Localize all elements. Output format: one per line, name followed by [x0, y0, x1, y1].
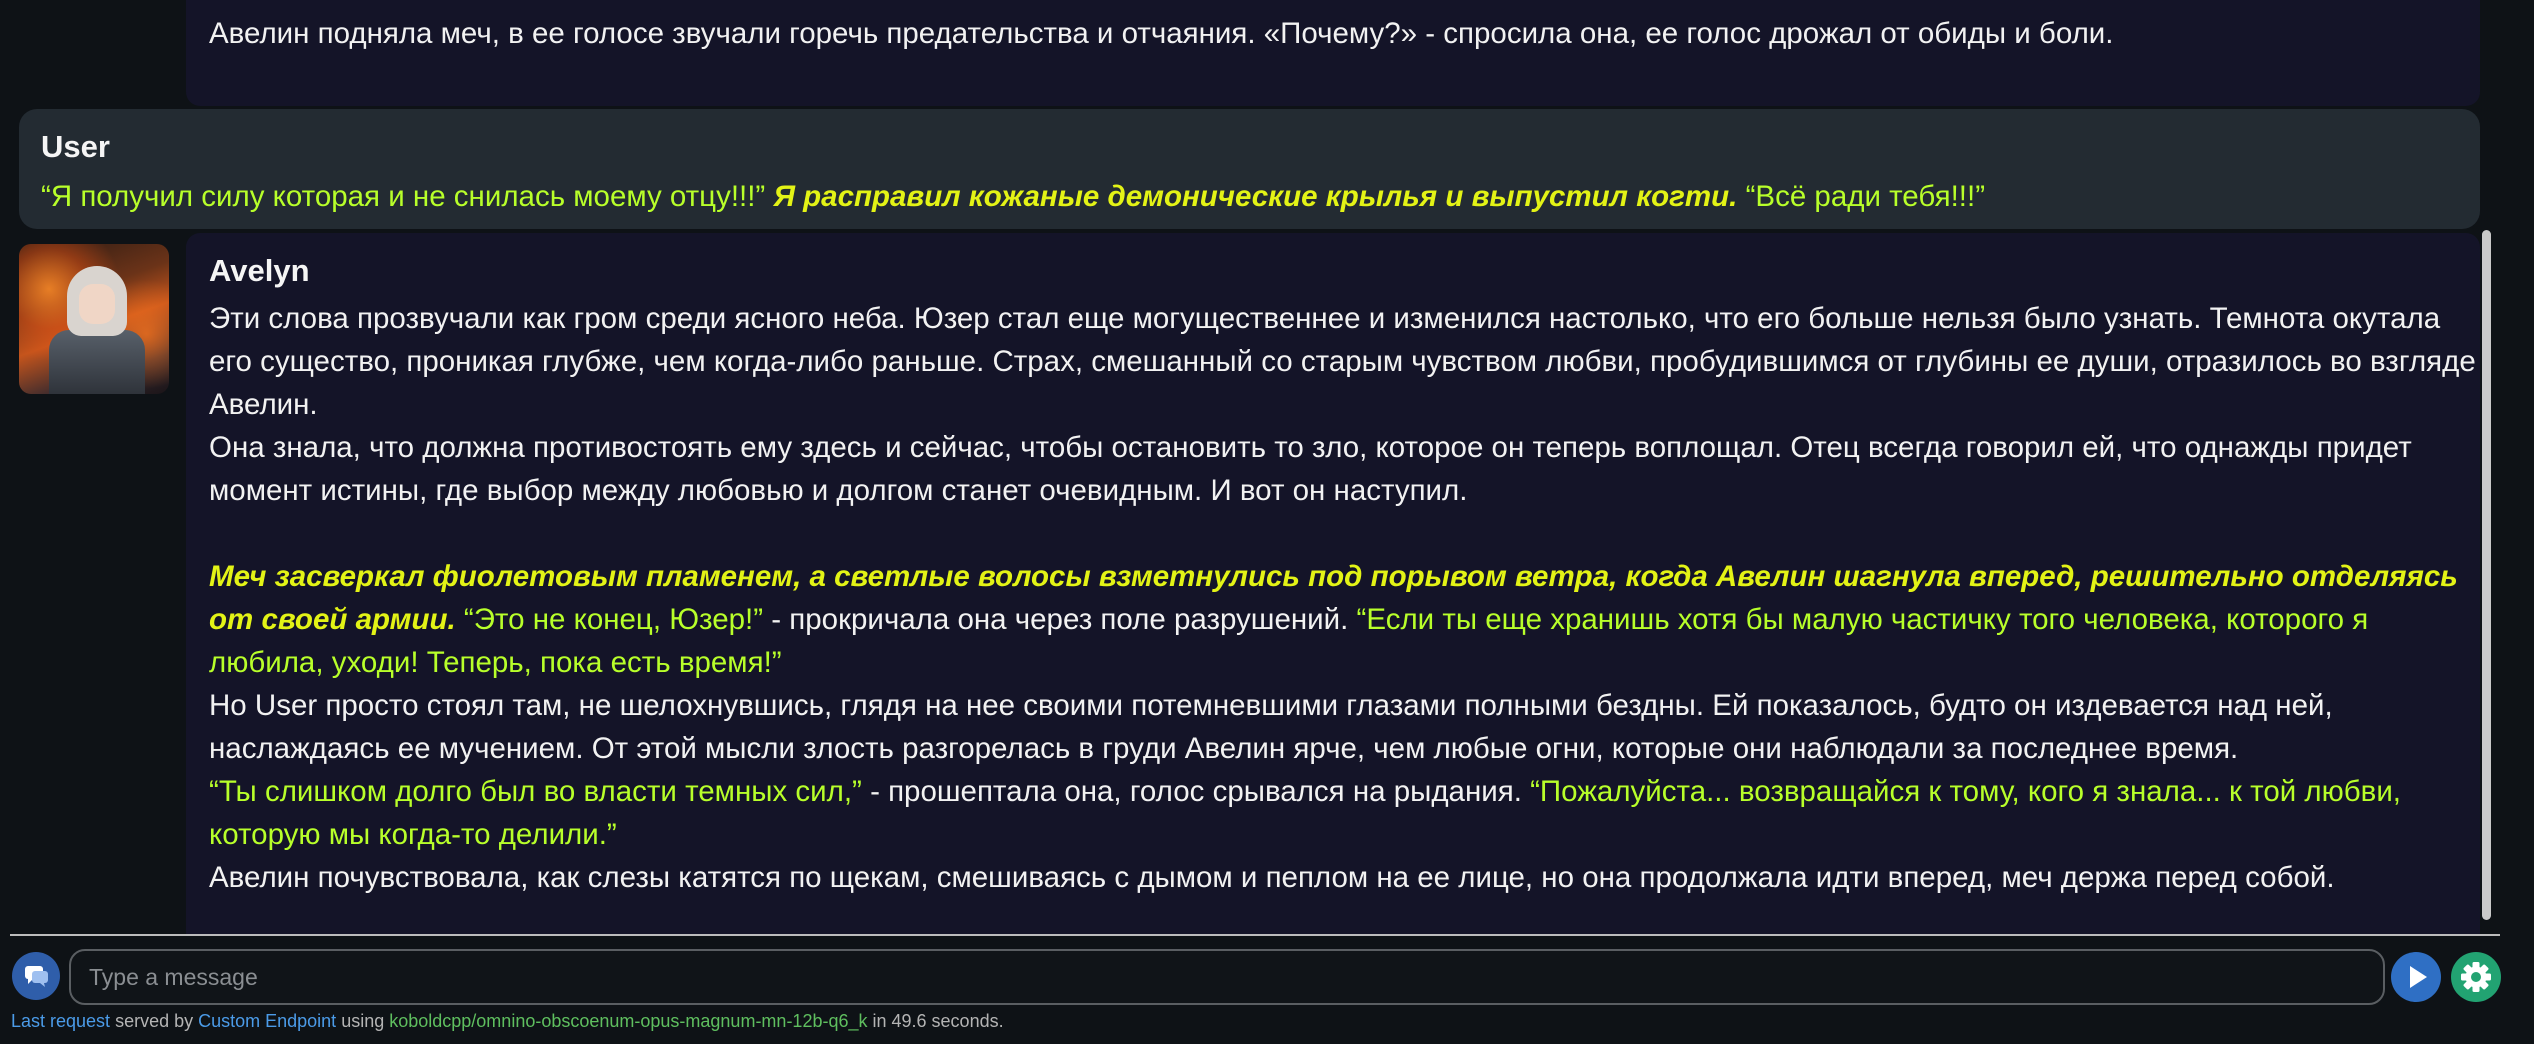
endpoint-link[interactable]: Custom Endpoint: [198, 1011, 337, 1031]
play-arrow-icon: [2391, 952, 2441, 1002]
message-text: [41, 175, 1985, 218]
dialogue-quote: “Ты слишком долго был во власти темных сил,”: [209, 775, 862, 808]
character-author-name: Avelyn: [209, 253, 310, 288]
narration-text: - прошептала она, голос срывался на рыдания.: [870, 775, 1522, 808]
composer-divider: [10, 934, 2500, 936]
footer-text: in 49.6 seconds.: [867, 1011, 1004, 1031]
character-avatar[interactable]: [19, 244, 169, 394]
action-text: Я расправил кожаные демонические крылья и выпустил когти.: [773, 180, 1738, 213]
character-message: [186, 233, 2480, 935]
settings-button[interactable]: [2451, 952, 2501, 1002]
dialogue-quote: “Это не конец, Юзер!”: [463, 603, 764, 636]
narration-text: - прокричала она через поле разрушений.: [771, 603, 1349, 636]
dialogue-quote: “Пожалуйста... возвращайся к тому, кого я знала... к той любви, которую мы когда-то делили.”: [209, 775, 2401, 851]
message-paragraph: Она знала, что должна противостоять ему здесь и сейчас, чтобы остановить то зло, которое он теперь воплощал. Отец всегда говорил ей, что однажды придет момент истины, где выбор между любовью и долгом станет очевидным. И вот он наступил.: [209, 431, 2412, 507]
user-message: [19, 109, 2480, 229]
model-name: koboldcpp/omnino-obscoenum-opus-magnum-mn-12b-q6_k: [389, 1011, 868, 1031]
dialogue-quote: “Я получил силу которая и не снилась моему отцу!!!”: [41, 180, 766, 213]
message-paragraph: [209, 770, 2479, 856]
chat-options-button[interactable]: [12, 952, 60, 1000]
footer-text: using: [336, 1011, 390, 1031]
gear-icon: [2451, 952, 2501, 1002]
chat-bubble-icon: [12, 952, 60, 1000]
message-text: [209, 297, 2479, 899]
message-paragraph: Авелин подняла меч, в ее голосе звучали горечь предательства и отчаяния. «Почему?» - спросила она, ее голос дрожал от обиды и боли.: [209, 17, 2114, 50]
footer-text: served by: [110, 1011, 199, 1031]
message-text: [209, 12, 2113, 55]
last-request-link[interactable]: Last request: [11, 1011, 111, 1031]
message-paragraph: [209, 555, 2479, 684]
user-author-name: User: [41, 129, 110, 164]
message-paragraph: Авелин почувствовала, как слезы катятся по щекам, смешиваясь с дымом и пеплом на ее лице, но она продолжала идти вперед, меч держа перед собой.: [209, 861, 2335, 894]
send-button[interactable]: [2391, 952, 2441, 1002]
message-paragraph: Но User просто стоял там, не шелохнувшись, глядя на нее своими потемневшими глазами полными бездны. Ей показалось, будто он издевается над ней, наслаждаясь ее мучением. От этой мысли злость разгорелась в груди Авелин ярче, чем любые огни, которые они наблюдали за последнее время.: [209, 689, 2333, 765]
chat-scrollbar[interactable]: [2482, 230, 2491, 920]
message-input[interactable]: [69, 949, 2385, 1005]
status-footer: [11, 1011, 1004, 1032]
message-paragraph: Эти слова прозвучали как гром среди ясного неба. Юзер стал еще могущественнее и изменился настолько, что его больше нельзя было узнать. Темнота окутала его существо, проникая глубже, чем когда-либо раньше. Страх, смешанный со старым чувством любви, пробудившимся от глубины ее души, отразилось во взгляде Авелин.: [209, 302, 2476, 421]
action-text: Меч засверкал фиолетовым пламенем, а светлые волосы взметнулись под порывом ветра, когда Авелин шагнула вперед, решительно отделяясь от своей армии.: [209, 560, 2458, 636]
previous-character-message: [186, 0, 2480, 106]
dialogue-quote: “Всё ради тебя!!!”: [1745, 180, 1986, 213]
dialogue-quote: “Если ты еще хранишь хотя бы малую частичку того человека, которого я любила, уходи! Теперь, пока есть время!”: [209, 603, 2369, 679]
